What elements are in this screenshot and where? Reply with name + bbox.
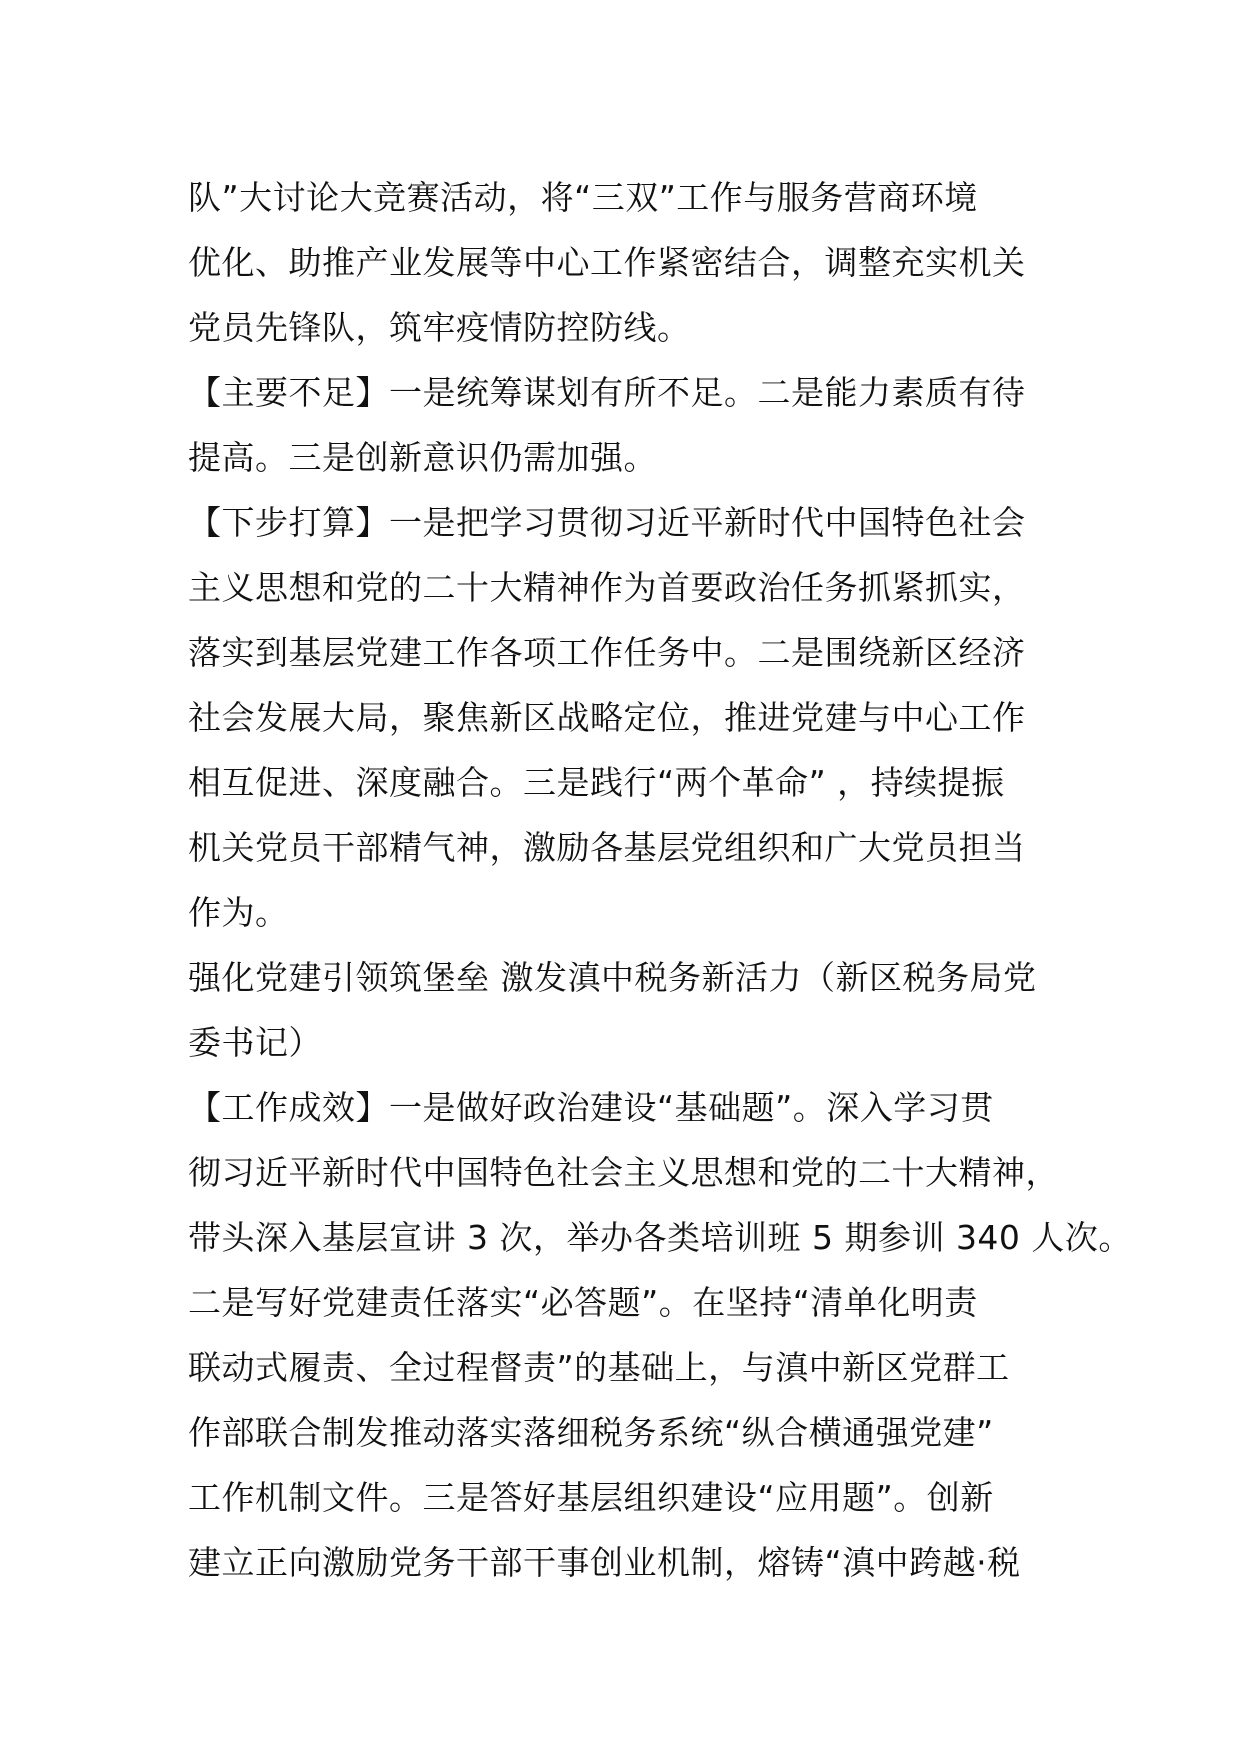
text-line: 落实到基层党建工作各项工作任务中。二是围绕新区经济 bbox=[188, 633, 1026, 672]
text-line: 党员先锋队，筑牢疫情防控防线。 bbox=[188, 308, 691, 347]
text-line: 工作机制文件。三是答好基层组织建设“应用题”。创新 bbox=[188, 1478, 994, 1517]
text-line: 【工作成效】一是做好政治建设“基础题”。深入学习贯 bbox=[188, 1088, 994, 1127]
text-line: 【主要不足】一是统筹谋划有所不足。二是能力素质有待 bbox=[188, 373, 1026, 412]
text-line: 机关党员干部精气神，激励各基层党组织和广大党员担当 bbox=[188, 828, 1026, 867]
section-title-line: 委书记） bbox=[188, 1023, 322, 1062]
text-line: 相互促进、深度融合。三是践行“两个革命” ，持续提振 bbox=[188, 763, 1005, 802]
document-body bbox=[188, 165, 1132, 1595]
section-title-line: 强化党建引领筑堡垒 激发滇中税务新活力（新区税务局党 bbox=[188, 958, 1037, 997]
text-line: 优化、助推产业发展等中心工作紧密结合，调整充实机关 bbox=[188, 243, 1026, 282]
text-line: 二是写好党建责任落实“必答题”。在坚持“清单化明责 bbox=[188, 1283, 978, 1322]
text-line: 彻习近平新时代中国特色社会主义思想和党的二十大精神， bbox=[188, 1153, 1059, 1192]
text-line: 作部联合制发推动落实落细税务系统“纵合横通强党建” bbox=[188, 1413, 994, 1452]
text-line: 【下步打算】一是把学习贯彻习近平新时代中国特色社会 bbox=[188, 503, 1026, 542]
text-line: 建立正向激励党务干部干事创业机制，熔铸“滇中跨越·税 bbox=[188, 1543, 1021, 1582]
text-line: 作为。 bbox=[188, 893, 289, 932]
text-line: 队”大讨论大竞赛活动，将“三双”工作与服务营商环境 bbox=[188, 178, 978, 217]
text-line: 联动式履责、全过程督责”的基础上，与滇中新区党群工 bbox=[188, 1348, 1010, 1387]
text-line: 提高。三是创新意识仍需加强。 bbox=[188, 438, 657, 477]
text-line: 社会发展大局，聚焦新区战略定位，推进党建与中心工作 bbox=[188, 698, 1026, 737]
text-line: 主义思想和党的二十大精神作为首要政治任务抓紧抓实， bbox=[188, 568, 1026, 607]
text-line: 带头深入基层宣讲 3 次，举办各类培训班 5 期参训 340 人次。 bbox=[188, 1218, 1132, 1257]
